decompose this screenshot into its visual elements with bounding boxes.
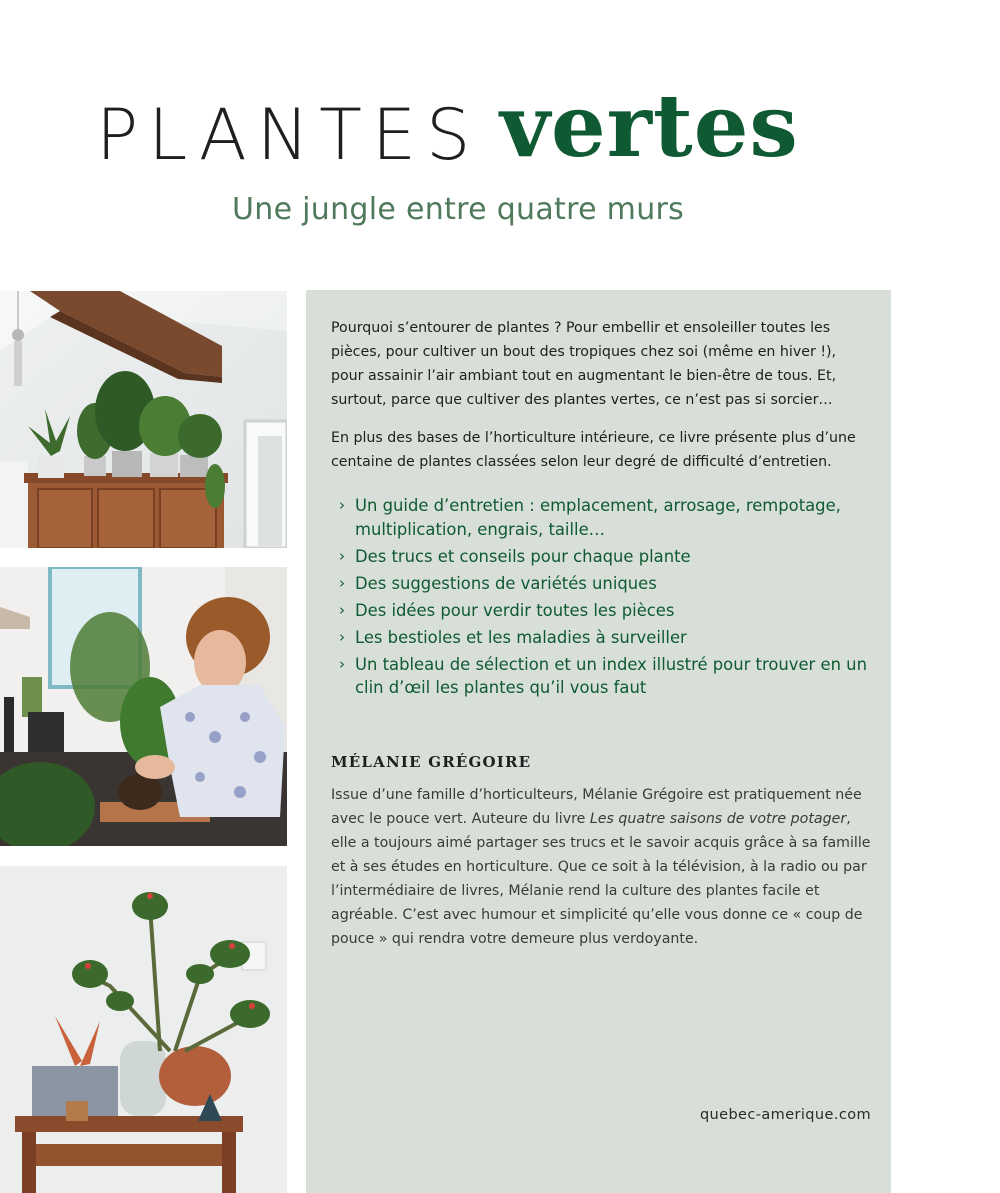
bio-text-end: , elle a toujours aimé partager ses trucs et le savoir acquis grâce à sa famille et à ses études en horticulture. Que ce soit à la télévision, à la radio ou par l’intermédiaire de livres, Mélanie rend la culture des plantes facile et agréable. C’est avec humour et simplicité qu’elle vous donne ce « coup de pouce » qui rendra votre demeure plus verdoyante. bbox=[331, 811, 871, 947]
chevron-right-icon: › bbox=[339, 546, 345, 565]
chevron-right-icon: › bbox=[339, 627, 345, 646]
feature-text: Les bestioles et les maladies à surveiller bbox=[355, 627, 687, 647]
photo-author-repotting bbox=[0, 567, 287, 846]
chevron-right-icon: › bbox=[339, 573, 345, 592]
photo-plants-on-cabinet bbox=[0, 291, 287, 548]
feature-item bbox=[339, 572, 879, 596]
description-panel bbox=[306, 290, 891, 1193]
photo-plants-on-table bbox=[0, 866, 287, 1193]
title-bold-word: vertes bbox=[500, 76, 799, 177]
feature-list bbox=[339, 494, 879, 703]
author-name: MÉLANIE GRÉGOIRE bbox=[331, 753, 532, 771]
chevron-right-icon: › bbox=[339, 654, 345, 673]
feature-text: Un tableau de sélection et un index illustré pour trouver en un clin d’œil les plantes qu’il vous faut bbox=[355, 654, 867, 697]
intro-paragraph: Pourquoi s’entourer de plantes ? Pour embellir et ensoleiller toutes les pièces, pour cultiver un bout des tropiques chez soi (même en hiver !), pour assainir l’air ambiant tout en augmentant le bien-être de tous. Et, surtout, parce que cultiver des plantes vertes, ce n’est pas si sorcier… bbox=[331, 320, 837, 408]
chevron-right-icon: › bbox=[339, 600, 345, 619]
feature-item bbox=[339, 494, 879, 541]
chevron-right-icon: › bbox=[339, 496, 345, 514]
bio-text-start: Issue d’une famille d’horticulteurs, Mélanie Grégoire est pratiquement née avec le pouce vert. Auteure du livre bbox=[331, 787, 862, 827]
feature-text: Des suggestions de variétés uniques bbox=[355, 573, 657, 593]
publisher-website[interactable]: quebec-amerique.com bbox=[699, 1107, 871, 1123]
feature-item bbox=[339, 545, 879, 569]
feature-text: Des idées pour verdir toutes les pièces bbox=[355, 600, 675, 620]
book-subtitle: Une jungle entre quatre murs bbox=[232, 192, 685, 227]
feature-item bbox=[339, 653, 879, 700]
feature-text: Des trucs et conseils pour chaque plante bbox=[355, 546, 691, 566]
author-bio bbox=[331, 783, 876, 951]
intro-paragraph: En plus des bases de l’horticulture intérieure, ce livre présente plus d’une centaine de plantes classées selon leur degré de difficulté d’entretien. bbox=[331, 430, 856, 470]
feature-item bbox=[339, 626, 879, 650]
bio-book-title: Les quatre saisons de votre potager bbox=[589, 811, 847, 827]
title-light-word: PLANTES bbox=[96, 94, 481, 176]
feature-text: Un guide d’entretien : emplacement, arrosage, rempotage, multiplication, engrais, taille… bbox=[355, 496, 841, 539]
feature-item bbox=[339, 599, 879, 623]
